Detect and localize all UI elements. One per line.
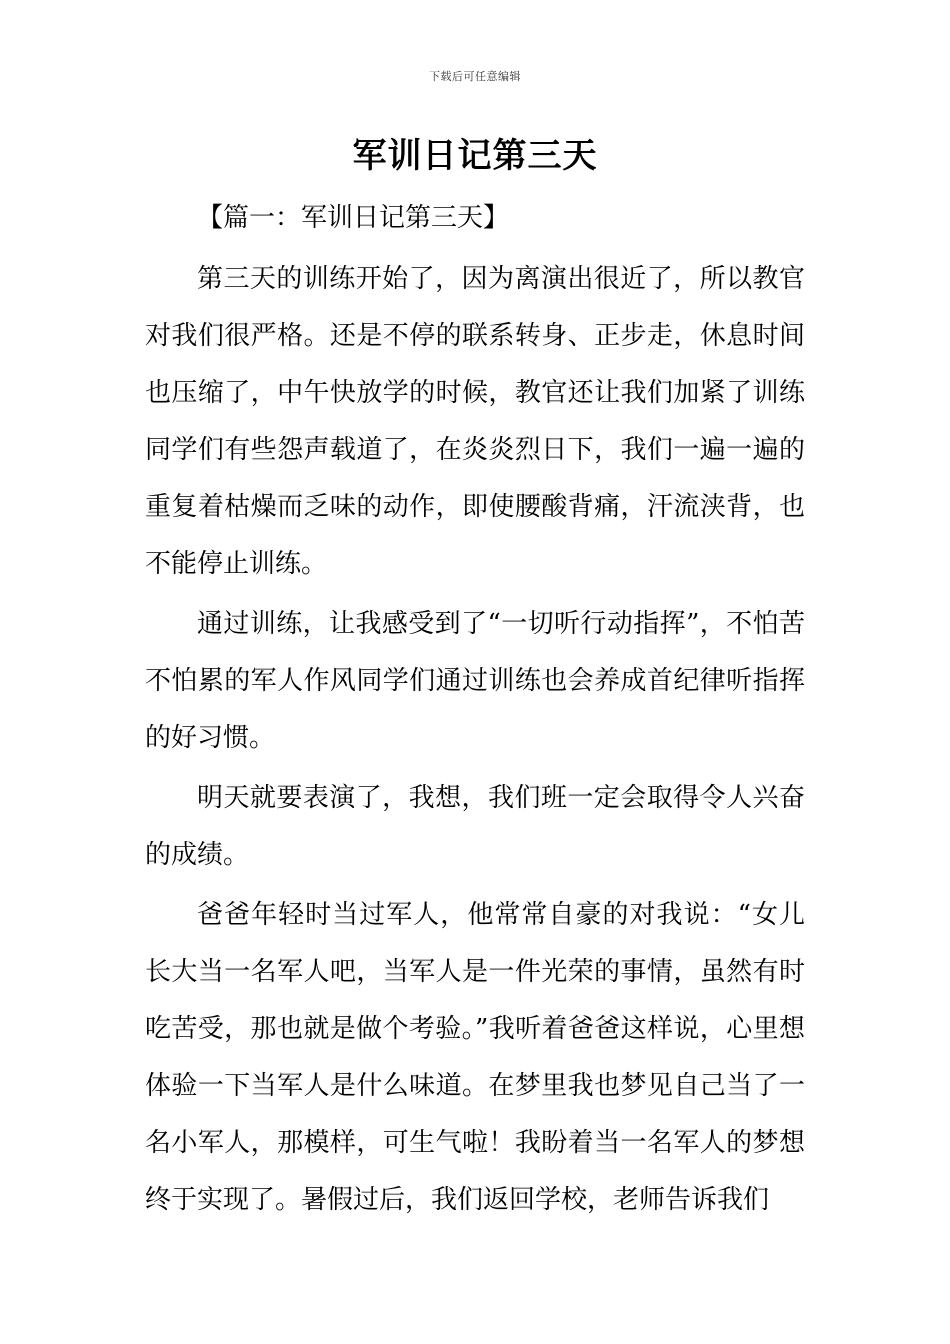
- paragraph-4: 爸爸年轻时当过军人，他常常自豪的对我说：“女儿长大当一名军人吧，当军人是一件光荣的事情，虽然有时吃苦受，那也就是做个考验。”我听着爸爸这样说，心里想体验一下当军人是什么味道。在梦里我也梦见自己当了一名小军人，那模样，可生气啦！我盼着当一名军人的梦想终于实现了。暑假过后，我们返回学校，老师告诉我们: [145, 900, 805, 1215]
- paragraph-2: 通过训练，让我感受到了“一切听行动指挥”，不怕苦不怕累的军人作风同学们通过训练也会养成首纪律听指挥的好习惯。: [145, 609, 805, 753]
- document-body: [145, 190, 805, 1229]
- page-title: 军训日记第三天: [352, 136, 598, 176]
- paragraph-1: 第三天的训练开始了，因为离演出很近了，所以教官对我们很严格。还是不停的联系转身、正步走，休息时间也压缩了，中午快放学的时候，教官还让我们加紧了训练同学们有些怨声载道了，在炎炎烈日下，我们一遍一遍的重复着枯燥而乏味的动作，即使腰酸背痛，汗流浃背，也不能停止训练。: [145, 264, 805, 579]
- paragraph-3: 明天就要表演了，我想，我们班一定会取得令人兴奋的成绩。: [145, 783, 805, 870]
- section-heading: 【篇一：军训日记第三天】: [197, 203, 510, 233]
- header-note: 下载后可任意编辑: [429, 70, 521, 83]
